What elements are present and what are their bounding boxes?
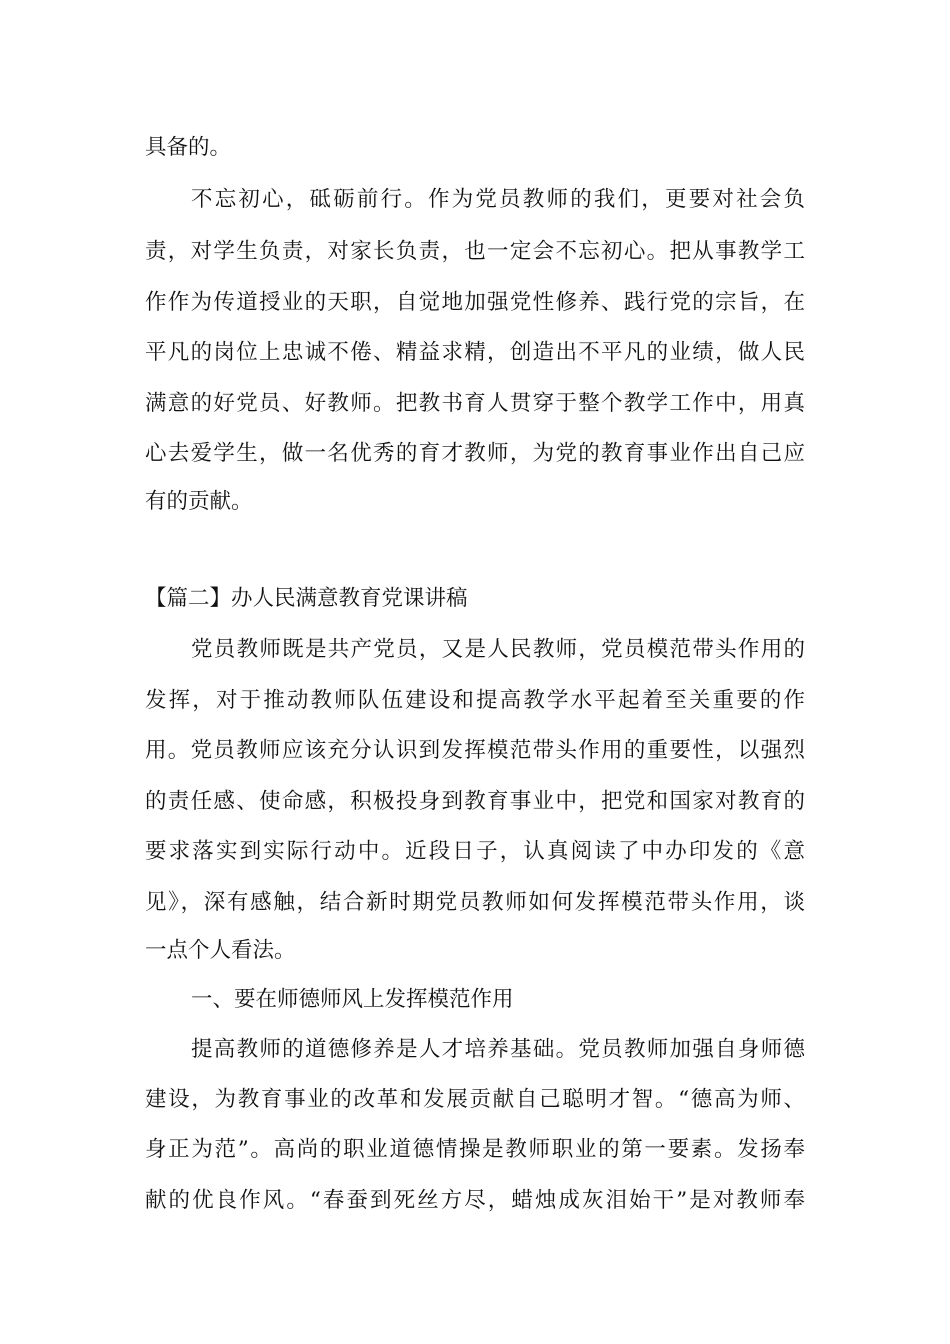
paragraph-line: 作作为传道授业的天职，自觉地加强党性修养、践行党的宗旨，在	[145, 290, 805, 315]
paragraph-line: 见》，深有感触，结合新时期党员教师如何发挥模范带头作用，谈	[145, 890, 805, 915]
section-heading: 【篇二】办人民满意教育党课讲稿	[145, 586, 468, 611]
paragraph-line: 责，对学生负责，对家长负责，也一定会不忘初心。把从事教学工	[145, 239, 805, 264]
paragraph-line: 党员教师既是共产党员，又是人民教师，党员模范带头作用的	[191, 637, 805, 662]
paragraph-line: 要求落实到实际行动中。近段日子，认真阅读了中办印发的《意	[145, 839, 805, 864]
paragraph-line: 满意的好党员、好教师。把教书育人贯穿于整个教学工作中，用真	[145, 391, 805, 416]
paragraph-line: 提高教师的道德修养是人才培养基础。党员教师加强自身师德	[191, 1037, 805, 1062]
paragraph-line: 身正为范”。高尚的职业道德情操是教师职业的第一要素。发扬奉	[145, 1137, 805, 1162]
paragraph-line: 的责任感、使命感，积极投身到教育事业中，把党和国家对教育的	[145, 789, 805, 814]
paragraph-line: 发挥，对于推动教师队伍建设和提高教学水平起着至关重要的作	[145, 688, 805, 713]
paragraph-line: 建设，为教育事业的改革和发展贡献自己聪明才智。“德高为师、	[145, 1087, 805, 1112]
paragraph-line: 心去爱学生，做一名优秀的育才教师，为党的教育事业作出自己应	[145, 441, 805, 466]
paragraph-line: 一点个人看法。	[145, 938, 296, 963]
paragraph-line: 献的优良作风。“春蚕到死丝方尽，蜡烛成灰泪始干”是对教师奉	[145, 1188, 805, 1213]
paragraph-line: 有的贡献。	[145, 489, 253, 514]
subsection-heading: 一、要在师德师风上发挥模范作用	[191, 987, 514, 1012]
paragraph-line: 用。党员教师应该充分认识到发挥模范带头作用的重要性，以强烈	[145, 738, 805, 763]
paragraph-line: 平凡的岗位上忠诚不倦、精益求精，创造出不平凡的业绩，做人民	[145, 340, 805, 365]
paragraph-line: 具备的。	[145, 135, 232, 160]
paragraph-line: 不忘初心，砥砺前行。作为党员教师的我们，更要对社会负	[191, 187, 805, 212]
